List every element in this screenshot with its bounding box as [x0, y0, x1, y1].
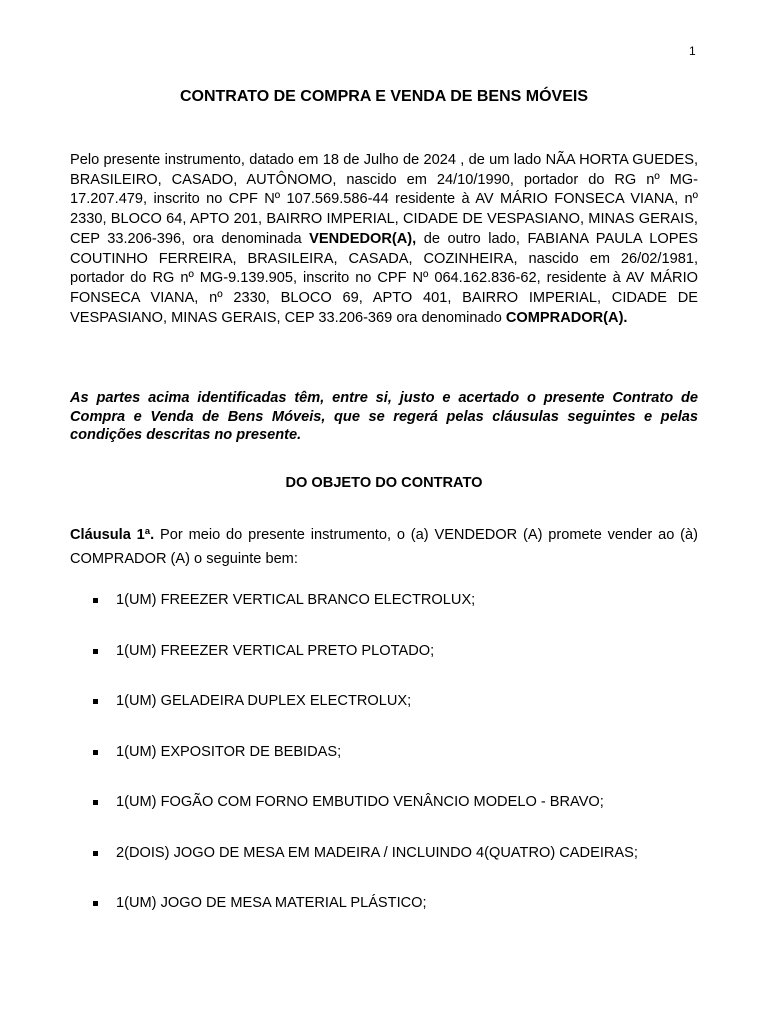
- intro-text-part2: de outro lado, FABIANA PAULA LOPES COUTINHO FERREIRA, BRASILEIRA, CASADA, COZINHEIRA, nascido em 26/02/1981, portador do RG nº MG-9.139.905, inscrito no CPF Nº 064.162.836-62, residente à AV MÁRIO FONSECA VIANA, nº 2330, BLOCO 69, APTO 401, BAIRRO IMPERIAL, CIDADE DE VESPASIANO, MINAS GERAIS, CEP 33.206-369 ora denominado: [70, 230, 698, 326]
- bullet-icon: [93, 699, 98, 704]
- list-item-text: 1(UM) FREEZER VERTICAL PRETO PLOTADO;: [116, 642, 435, 659]
- list-item: [0, 893, 768, 944]
- parties-statement: As partes acima identificadas têm, entre si, justo e acertado o presente Contrato de Compra e Venda de Bens Móveis, que se regerá pelas cláusulas seguintes e pelas condições descritas no presente.: [70, 390, 698, 443]
- list-item-text: 1(UM) GELADEIRA DUPLEX ELECTROLUX;: [116, 693, 412, 709]
- list-item: [0, 590, 768, 641]
- clause-1-label: Cláusula 1ª.: [70, 527, 155, 543]
- comprador-label: COMPRADOR(A).: [505, 309, 628, 326]
- intro-paragraph: [70, 151, 698, 328]
- list-item-text: 1(UM) FOGÃO COM FORNO EMBUTIDO VENÂNCIO MODELO - BRAVO;: [116, 794, 604, 810]
- list-item: [0, 742, 768, 793]
- document-title: CONTRATO DE COMPRA E VENDA DE BENS MÓVEIS: [179, 88, 589, 105]
- list-item-text: 1(UM) FREEZER VERTICAL BRANCO ELECTROLUX;: [116, 592, 476, 608]
- section-heading: DO OBJETO DO CONTRATO: [285, 475, 483, 491]
- bullet-icon: [93, 800, 98, 805]
- list-item-text: 1(UM) EXPOSITOR DE BEBIDAS;: [116, 743, 342, 760]
- goods-list: [0, 590, 768, 944]
- bullet-icon: [93, 851, 98, 856]
- clause-1: [70, 523, 698, 571]
- clause-1-text: Por meio do presente instrumento, o (a) VENDEDOR (A) promete vender ao (à) COMPRADOR (A) o seguinte bem:: [70, 527, 698, 567]
- list-item: [0, 641, 768, 692]
- bullet-icon: [93, 598, 98, 603]
- list-item: [0, 792, 768, 843]
- vendedor-label: VENDEDOR(A),: [309, 230, 417, 247]
- list-item-text: 1(UM) JOGO DE MESA MATERIAL PLÁSTICO;: [116, 895, 427, 911]
- list-item-text: 2(DOIS) JOGO DE MESA EM MADEIRA / INCLUINDO 4(QUATRO) CADEIRAS;: [116, 844, 638, 861]
- bullet-icon: [93, 750, 98, 755]
- intro-text-part1: Pelo presente instrumento, datado em 18 de Julho de 2024 , de um lado NÃA HORTA GUEDES, BRASILEIRO, CASADO, AUTÔNOMO, nascido em 24/10/1990, portador do RG nº MG-17.207.479, inscrito no CPF Nº 107.569.586-44 residente à AV MÁRIO FONSECA VIANA, nº 2330, BLOCO 64, APTO 201, BAIRRO IMPERIAL, CIDADE DE VESPASIANO, MINAS GERAIS, CEP 33.206-396, ora denominada: [70, 152, 698, 247]
- list-item: [0, 691, 768, 742]
- list-item: [0, 843, 768, 894]
- page-number: 1: [689, 44, 696, 58]
- bullet-icon: [93, 649, 98, 654]
- bullet-icon: [93, 901, 98, 906]
